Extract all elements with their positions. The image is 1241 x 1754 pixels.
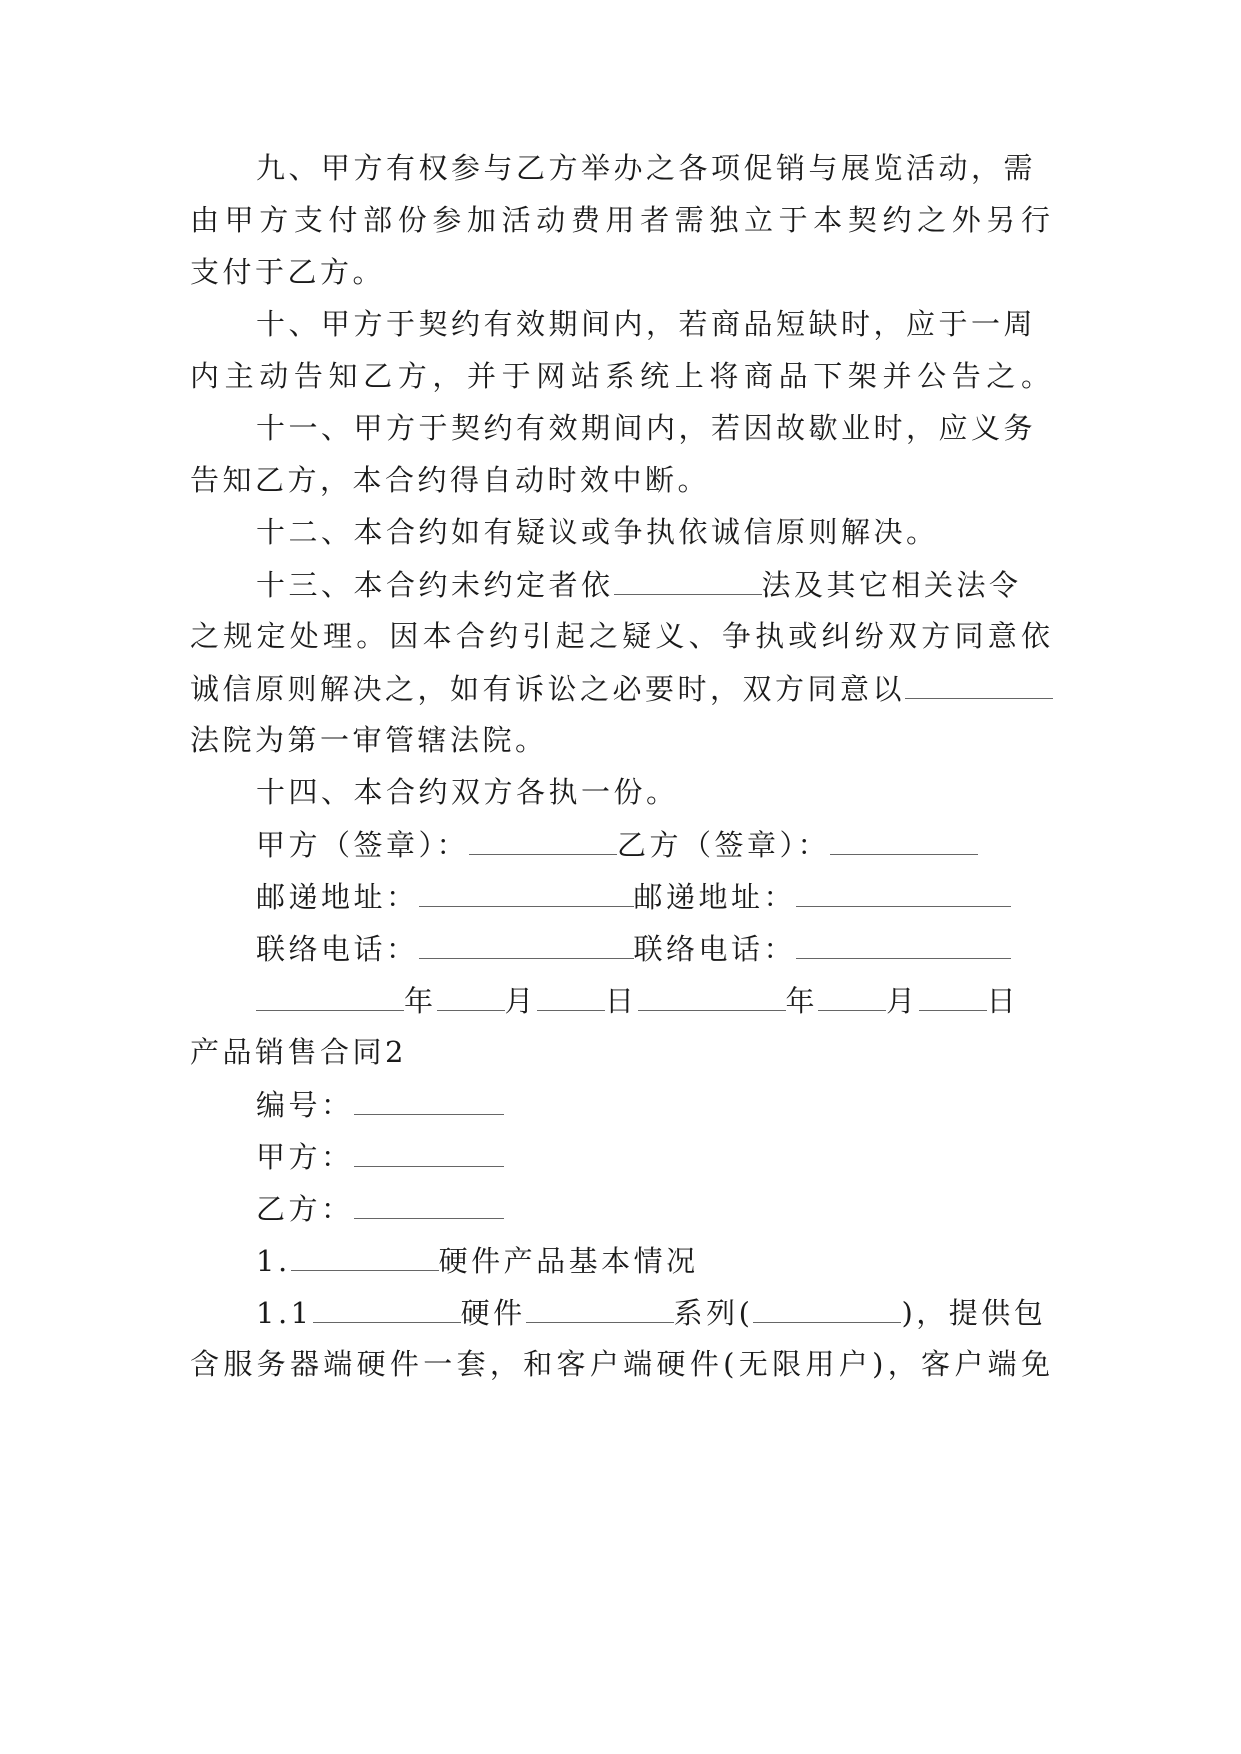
day-a-blank xyxy=(537,980,605,1011)
clause-11-line-1: 十一、甲方于契约有效期间内，若因故歇业时，应义务 xyxy=(256,411,1037,445)
section-1-number: 1. xyxy=(256,1244,291,1278)
party-b-row xyxy=(256,1188,1116,1228)
section-1-1-text-a: 硬件 xyxy=(460,1296,526,1330)
clause-10-line-1: 十、甲方于契约有效期间内，若商品短缺时，应于一周 xyxy=(256,307,1037,341)
law-blank xyxy=(614,564,762,595)
year-a-label: 年 xyxy=(404,984,437,1018)
party-b-label: 乙方： xyxy=(256,1192,354,1226)
section-1-1-line-1 xyxy=(256,1292,1116,1332)
party-b-phone-label: 联络电话： xyxy=(633,932,797,966)
clause-13-line-4: 法院为第一审管辖法院。 xyxy=(190,723,548,757)
clause-11-line-2: 告知乙方，本合约得自动时效中断。 xyxy=(190,463,711,497)
year-a-blank xyxy=(256,980,404,1011)
day-b-label: 日 xyxy=(986,984,1020,1018)
clause-9-line-1: 九、甲方有权参与乙方举办之各项促销与展览活动，需 xyxy=(256,151,1037,185)
party-a-sign-label: 甲方（签章）： xyxy=(256,828,470,862)
section-1-heading xyxy=(256,1240,1116,1280)
clause-9-line-3: 支付于乙方。 xyxy=(190,255,386,289)
clause-13-text-b: 法及其它相关法令 xyxy=(761,568,1022,602)
month-b-blank xyxy=(818,980,886,1011)
clause-12-line-1: 十二、本合约如有疑议或争执依诚信原则解决。 xyxy=(256,515,939,549)
party-b-address-label: 邮递地址： xyxy=(633,880,797,914)
party-a-address-blank xyxy=(419,876,634,907)
day-a-label: 日 xyxy=(605,984,638,1018)
clause-13-line-2: 之规定处理。因本合约引起之疑义、争执或纠纷双方同意依 xyxy=(190,619,1050,653)
phone-row xyxy=(256,928,1116,968)
date-row xyxy=(256,980,1116,1020)
party-a-phone-label: 联络电话： xyxy=(256,932,419,966)
address-row xyxy=(256,876,1116,916)
section-1-1-line-2: 含服务器端硬件一套，和客户端硬件(无限用户)，客户端免 xyxy=(190,1347,1050,1381)
party-a-row xyxy=(256,1136,1116,1176)
section-1-1-text-b: 系列( xyxy=(673,1296,754,1330)
section-1-1-number: 1.1 xyxy=(256,1296,313,1330)
section-1-1-text-c: )，提供包 xyxy=(901,1296,1047,1330)
court-blank xyxy=(905,668,1053,699)
clause-13-text-a: 十三、本合约未约定者依 xyxy=(256,568,614,602)
section-1-title: 硬件产品基本情况 xyxy=(438,1244,699,1278)
number-row xyxy=(256,1084,1116,1124)
clause-13-line-1 xyxy=(256,564,1116,604)
section-1-blank xyxy=(291,1240,439,1271)
party-a-blank xyxy=(354,1136,504,1167)
month-b-label: 月 xyxy=(886,984,919,1018)
party-b-sign-label: 乙方（签章）： xyxy=(617,828,831,862)
party-b-phone-blank xyxy=(796,928,1011,959)
signature-row xyxy=(256,824,1116,864)
year-b-label: 年 xyxy=(785,984,819,1018)
number-label: 编号： xyxy=(256,1088,354,1122)
number-blank xyxy=(354,1084,504,1115)
section-1-1-blank-c xyxy=(753,1292,901,1323)
year-b-blank xyxy=(638,980,786,1011)
clause-13-line-3 xyxy=(190,668,1050,708)
party-a-label: 甲方： xyxy=(256,1140,354,1174)
clause-14-line-1: 十四、本合约双方各执一份。 xyxy=(256,775,679,809)
party-a-address-label: 邮递地址： xyxy=(256,880,419,914)
clause-9-line-2: 由甲方支付部份参加活动费用者需独立于本契约之外另行 xyxy=(190,203,1050,237)
section-1-1-blank-b xyxy=(526,1292,674,1323)
party-b-blank xyxy=(354,1188,504,1219)
month-a-label: 月 xyxy=(504,984,538,1018)
clause-10-line-2: 内主动告知乙方，并于网站系统上将商品下架并公告之。 xyxy=(190,359,1050,393)
party-a-sign-blank xyxy=(469,824,617,855)
clause-13-text-c: 诚信原则解决之，如有诉讼之必要时，双方同意以 xyxy=(190,672,906,706)
party-a-phone-blank xyxy=(419,928,634,959)
day-b-blank xyxy=(919,980,987,1011)
party-b-sign-blank xyxy=(830,824,978,855)
second-contract-title: 产品销售合同2 xyxy=(190,1035,407,1069)
party-b-address-blank xyxy=(796,876,1011,907)
section-1-1-blank-a xyxy=(313,1292,461,1323)
month-a-blank xyxy=(437,980,505,1011)
